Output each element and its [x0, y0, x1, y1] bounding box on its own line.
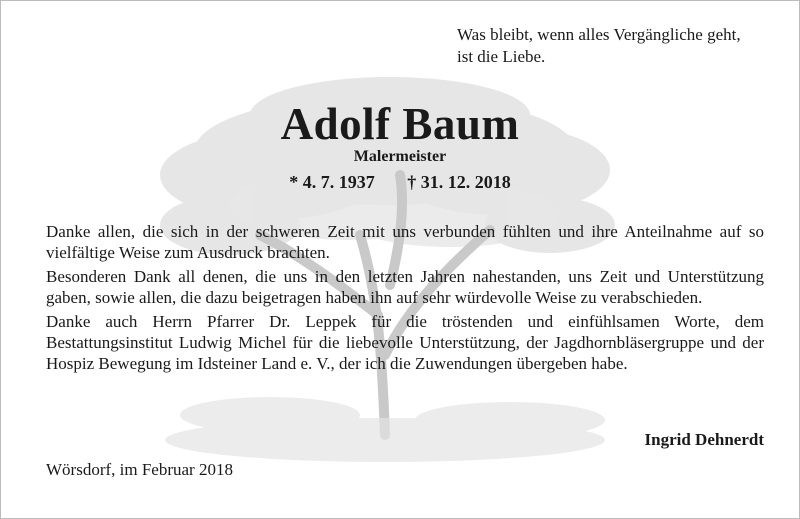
occupation: Malermeister: [353, 148, 447, 165]
signature: Ingrid Dehnerdt: [644, 430, 764, 449]
quote: [457, 24, 787, 68]
quote-line-1: Was bleibt, wenn alles Vergängliche geht,: [457, 25, 741, 44]
quote-line-2: ist die Liebe.: [457, 47, 546, 66]
life-dates: [0, 171, 800, 193]
paragraph-special-thanks: Besonderen Dank all denen, die uns in den letzten Jahren nahestanden, uns Zeit und Unterstützung gaben, sowie allen, die dazu beigetragen haben ihn auf sehr würdevolle Weise zu verabschieden.: [46, 267, 764, 307]
place-date: Wörsdorf, im Februar 2018: [46, 460, 233, 479]
paragraph-thanks-pastor: Danke auch Herrn Pfarrer Dr. Leppek für die tröstenden und einfühlsamen Worte, dem Bestattungsinstitut Ludwig Michel für die liebevolle Unterstützung, der Jagdhornbläsergruppe und der Hospiz Bewegung im Idsteiner Land e. V., der ich die Zuwendungen übergeben habe.: [46, 312, 764, 373]
death-date: † 31. 12. 2018: [407, 172, 511, 192]
birth-date: * 4. 7. 1937: [289, 172, 375, 192]
deceased-name: Adolf Baum: [280, 99, 520, 149]
paragraph-thanks-all: Danke allen, die sich in der schweren Zeit mit uns verbunden fühlten und ihre Anteilnahme auf so vielfältige Weise zum Ausdruck brachten.: [46, 222, 764, 262]
thank-you-text: [46, 221, 764, 377]
